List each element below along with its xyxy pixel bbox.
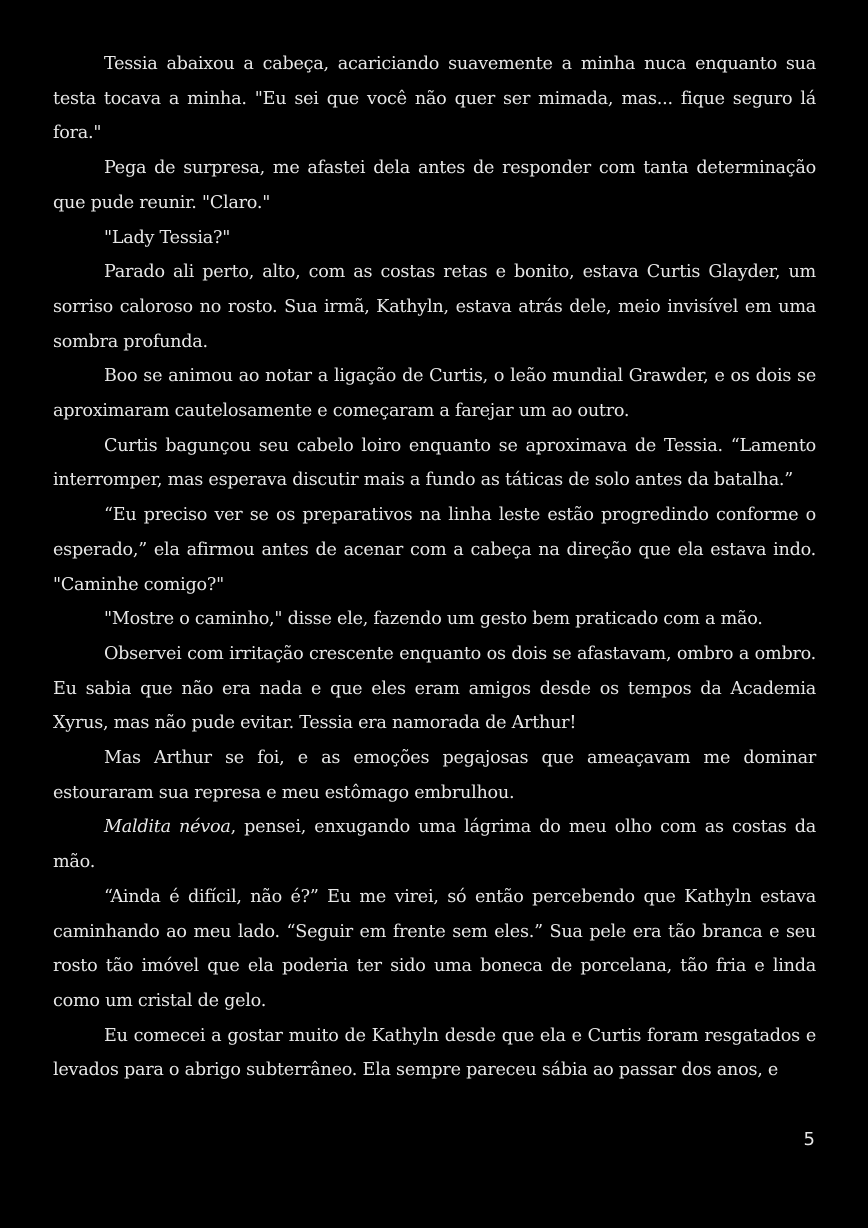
paragraph-12: “Ainda é difícil, não é?” Eu me virei, só então percebendo que Kathyln estava caminhando ao meu lado. “Seguir em frente sem eles.” Sua pele era tão branca e seu rosto tão imóvel que ela poderia ter sido uma boneca de porcelana, tão fria e linda como um cristal de gelo. [53,886,816,1011]
paragraph-3: "Lady Tessia?" [104,227,231,248]
paragraph-13: Eu comecei a gostar muito de Kathyln desde que ela e Curtis foram resgatados e levados para o abrigo subterrâneo. Ela sempre pareceu sábia ao passar dos anos, e [53,1025,816,1081]
paragraph-11-rest: , pensei, enxugando uma lágrima do meu olho com as costas da mão. [53,817,817,873]
body-text [53,47,816,1088]
paragraph-4: Parado ali perto, alto, com as costas retas e bonito, estava Curtis Glayder, um sorriso caloroso no rosto. Sua irmã, Kathyln, estava atrás dele, meio invisível em uma sombra profunda. [53,262,816,352]
paragraph-7: “Eu preciso ver se os preparativos na linha leste estão progredindo conforme o esperado,” ela afirmou antes de acenar com a cabeça na direção que ela estava indo. "Caminhe comigo?" [53,505,816,595]
paragraph-9: Observei com irritação crescente enquanto os dois se afastavam, ombro a ombro. Eu sabia que não era nada e que eles eram amigos desde os tempos da Academia Xyrus, mas não pude evitar. Tessia era namorada de Arthur! [53,643,816,734]
paragraph-6: Curtis bagunçou seu cabelo loiro enquanto se aproximava de Tessia. “Lamento interromper, mas esperava discutir mais a fundo as táticas de solo antes da batalha.” [53,435,816,491]
paragraph-11 [53,810,816,879]
paragraph-5: Boo se animou ao notar a ligação de Curtis, o leão mundial Grawder, e os dois se aproximaram cautelosamente e começaram a farejar um ao outro. [53,366,816,422]
italic-phrase: Maldita névoa [104,817,231,838]
paragraph-1: Tessia abaixou a cabeça, acariciando suavemente a minha nuca enquanto sua testa tocava a minha. "Eu sei que você não quer ser mimada, mas... fique seguro lá fora." [53,54,816,144]
paragraph-10: Mas Arthur se foi, e as emoções pegajosas que ameaçavam me dominar estouraram sua represa e meu estômago embrulhou. [53,748,816,803]
paragraph-2: Pega de surpresa, me afastei dela antes de responder com tanta determinação que pude reunir. "Claro." [53,158,816,213]
page-number: 5 [803,1129,815,1150]
paragraph-8: "Mostre o caminho," disse ele, fazendo um gesto bem praticado com a mão. [104,609,763,630]
